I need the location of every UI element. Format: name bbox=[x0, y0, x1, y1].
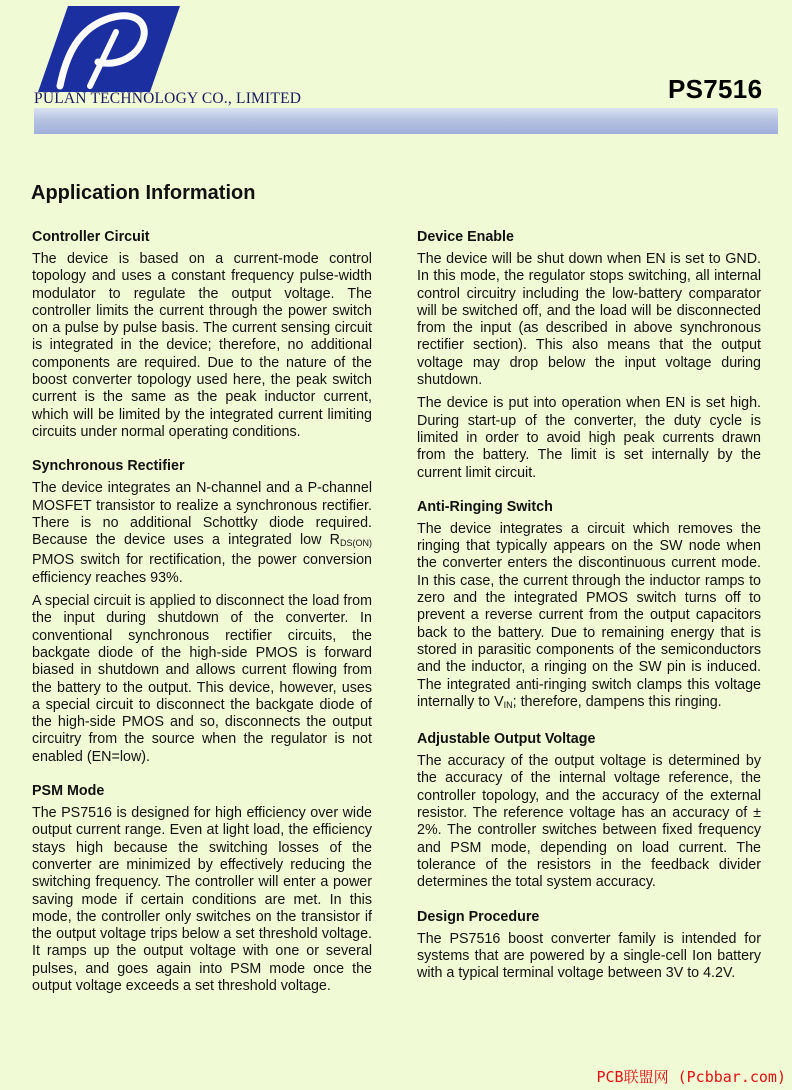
left-column bbox=[32, 228, 372, 1001]
antiring-text-a: The device integrates a circuit which removes the ringing that typically appears on the SW node when the converter enters the discontinuous current mode. In this case, the current through the inductor ramps to zero and the integrated PMOS switch turns off to prevent a reverse current from the output capacitors back to the battery. Due to remaining energy that is stored in parasitic components of the semiconductors and the inductor, a ringing on the SW pin is induced. The integrated anti-ringing switch clamps this voltage internally to V bbox=[417, 520, 761, 710]
paragraph-anti-ringing bbox=[417, 521, 761, 714]
rdson-subscript: DS(ON) bbox=[340, 538, 372, 549]
section-title: Application Information bbox=[31, 182, 256, 204]
paragraph-device-enable-1: The device will be shut down when EN is set to GND. In this mode, the regulator stops switching, all internal control circuitry including the low-battery comparator will be switched off, and the load will be disconnected from the input (as described in above synchronous rectifier section). This also means that the output voltage may drop below the input voltage during shutdown. bbox=[417, 251, 761, 389]
paragraph-sync-rectifier-2: A special circuit is applied to disconnect the load from the input during shutdown of the converter. In conventional synchronous rectifier circuits, the backgate diode of the high-side PMOS is forward biased in shutdown and allows current flowing from the battery to the output. This device, however, uses a special circuit to disconnect the backgate diode of the high-side PMOS and so, disconnects the output circuitry from the source when the regulator is not enabled (EN=low). bbox=[32, 593, 372, 765]
heading-controller-circuit: Controller Circuit bbox=[32, 229, 150, 245]
paragraph-psm-mode: The PS7516 is designed for high efficiency over wide output current range. Even at light load, the efficiency stays high because the switching losses of the converter are minimized by effectively reducing the switching frequency. The controller will enter a power saving mode if certain conditions are met. In this mode, the controller only switches on the transistor if the output voltage trips below a set threshold voltage. It ramps up the output voltage with one or several pulses, and goes again into PSM mode once the output voltage exceeds a set threshold voltage. bbox=[32, 805, 372, 994]
heading-synchronous-rectifier: Synchronous Rectifier bbox=[32, 458, 185, 475]
watermark-link[interactable]: PCB联盟网 (Pcbbar.com) bbox=[596, 1068, 786, 1086]
sync-text-a: The device integrates an N-channel and a P-channel MOSFET transistor to realize a synchronous rectifier. There is no additional Schottky diode required. Because the device uses a integrated low R bbox=[32, 480, 372, 549]
heading-psm-mode: PSM Mode bbox=[32, 783, 105, 800]
right-column bbox=[417, 228, 761, 988]
sync-text-b: PMOS switch for rectification, the power conversion efficiency reaches 93%. bbox=[32, 552, 372, 586]
paragraph-controller-circuit: The device is based on a current-mode control topology and uses a constant frequency pulse-width modulator to regulate the output voltage. The controller limits the current through the power switch on a pulse by pulse basis. The current sensing circuit is integrated in the device; therefore, no additional components are required. Due to the nature of the boost converter topology used here, the peak switch current is the same as the peak inductor current, which will be limited by the integrated current limiting circuits under normal operating conditions. bbox=[32, 251, 372, 440]
heading-design-procedure: Design Procedure bbox=[417, 908, 540, 925]
paragraph-device-enable-2: The device is put into operation when EN is set high. During start-up of the converter, the duty cycle is limited in order to avoid high peak currents drawn from the battery. The limit is set internally by the current limit circuit. bbox=[417, 395, 761, 481]
heading-device-enable: Device Enable bbox=[417, 229, 514, 245]
company-name: PULAN TECHNOLOGY CO., LIMITED bbox=[34, 90, 302, 107]
header-banner bbox=[34, 108, 778, 134]
company-logo bbox=[38, 6, 180, 92]
paragraph-sync-rectifier-1 bbox=[32, 480, 372, 587]
part-number: PS7516 bbox=[668, 74, 763, 104]
paragraph-design-procedure: The PS7516 boost converter family is intended for systems that are powered by a single-cell Ion battery with a typical terminal voltage between 3V to 4.2V. bbox=[417, 930, 761, 982]
antiring-text-b: ; therefore, dampens this ringing. bbox=[512, 693, 722, 710]
heading-adjustable-output: Adjustable Output Voltage bbox=[417, 731, 596, 748]
paragraph-adjustable-output: The accuracy of the output voltage is determined by the accuracy of the internal voltage reference, the controller topology, and the accuracy of the external resistor. The reference voltage has an accuracy of ± 2%. The controller switches between fixed frequency and PSM mode, depending on load current. The tolerance of the resistors in the feedback divider determines the total system accuracy. bbox=[417, 753, 761, 891]
vin-subscript: IN bbox=[503, 699, 513, 710]
heading-anti-ringing: Anti-Ringing Switch bbox=[417, 498, 553, 515]
